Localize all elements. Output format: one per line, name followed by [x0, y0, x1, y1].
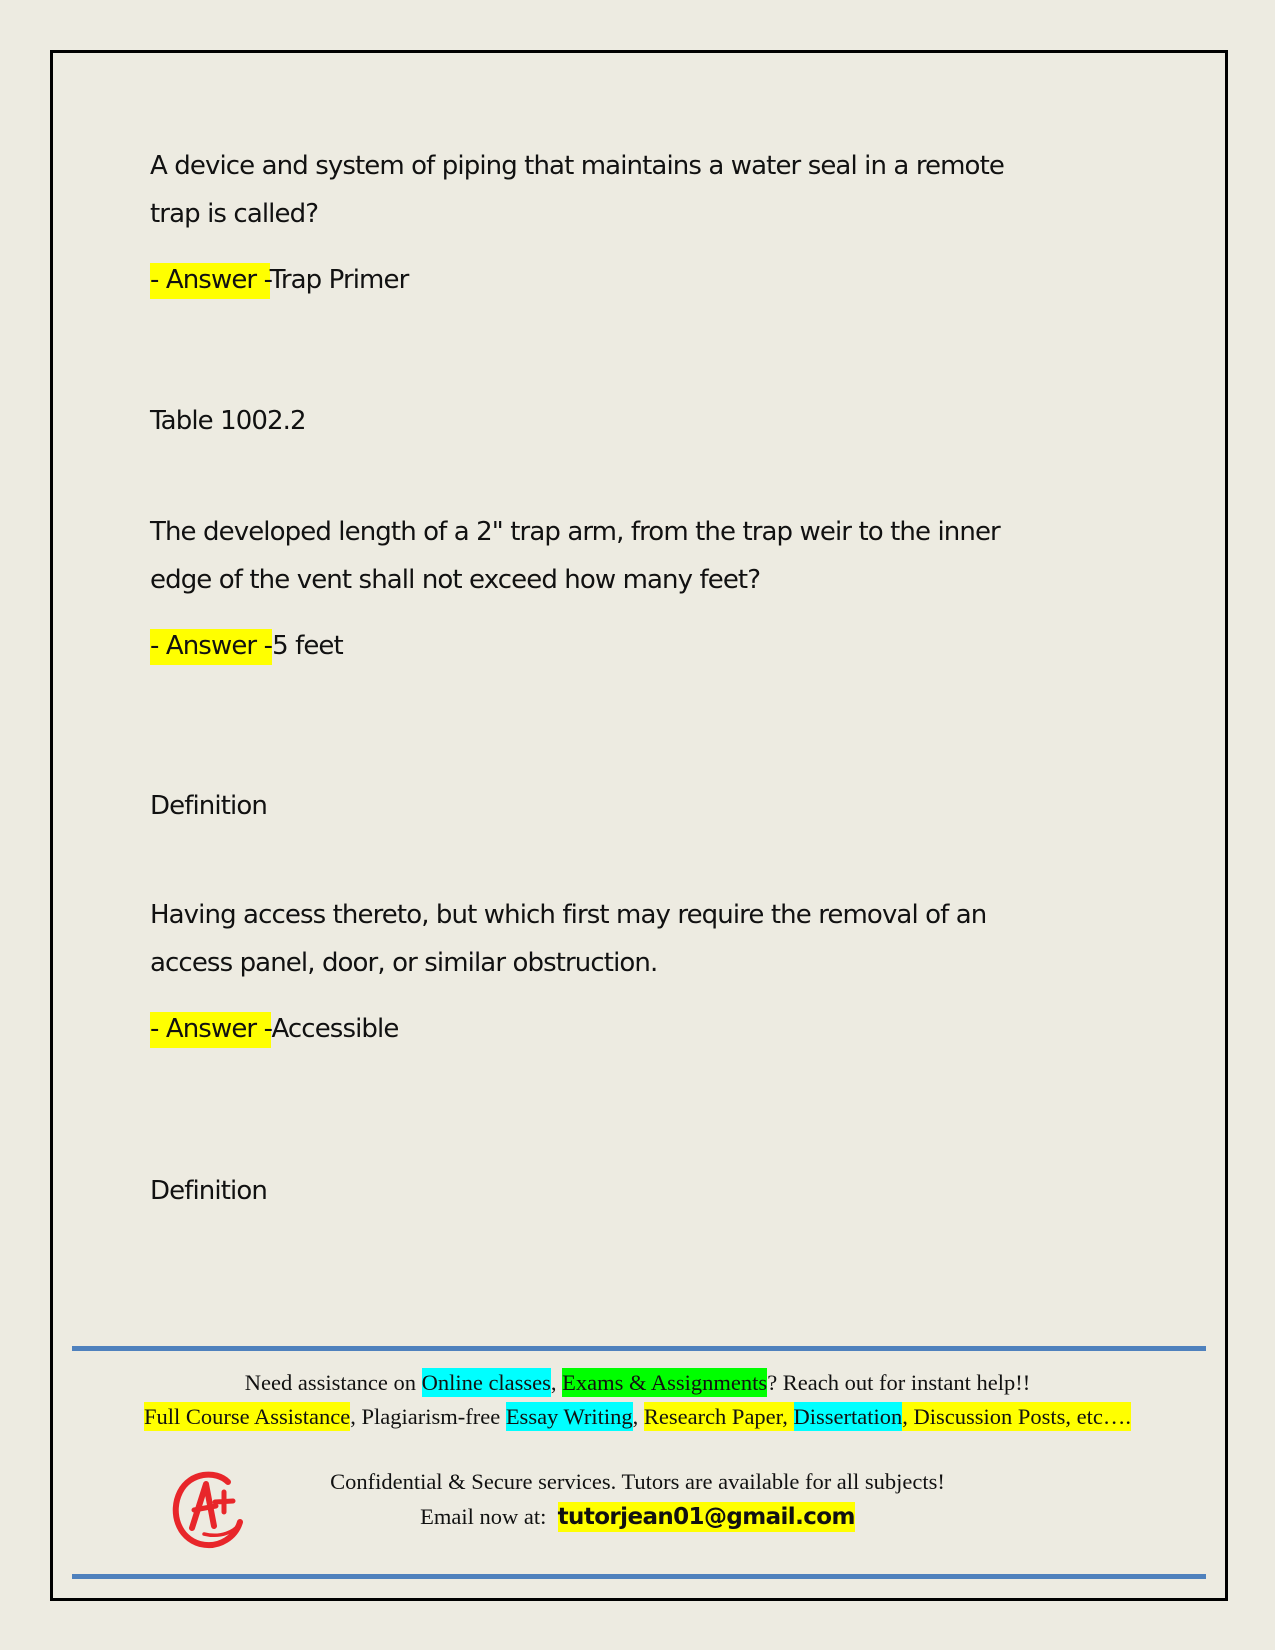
footer-top-rule: [72, 1346, 1206, 1351]
highlight-research-paper: Research Paper,: [643, 1404, 794, 1429]
section-label: Table 1002.2: [150, 406, 306, 436]
section-label: Definition: [150, 791, 267, 821]
footer-text: ,: [632, 1404, 644, 1429]
answer-tag: - Answer -: [150, 263, 270, 299]
answer-text: 5 feet: [272, 631, 343, 661]
flashcard-2: [150, 508, 1110, 670]
highlight-discussion-posts: , Discussion Posts, etc….: [902, 1404, 1132, 1429]
highlight-full-course: Full Course Assistance: [143, 1404, 351, 1429]
flashcard-3: [150, 891, 1110, 1053]
email-address: tutorjean01@gmail.com: [557, 1504, 855, 1530]
highlight-dissertation: Dissertation: [793, 1404, 903, 1429]
footer-line-3: [60, 1467, 1215, 1497]
highlight-exams-assignments: Exams & Assignments: [562, 1370, 768, 1395]
answer-line: [150, 1005, 1110, 1053]
answer-text: Trap Primer: [269, 265, 409, 295]
footer-line-1: [60, 1368, 1215, 1398]
section-label-definition-1: [150, 782, 1110, 830]
question-line: Having access thereto, but which first may require the removal of an: [150, 900, 987, 930]
question-line: trap is called?: [150, 199, 319, 229]
footer-text: ? Reach out for instant help!!: [767, 1370, 1031, 1395]
question-line: access panel, door, or similar obstruction.: [150, 948, 658, 978]
answer-line: [150, 256, 1110, 304]
question-line: edge of the vent shall not exceed how many feet?: [150, 565, 761, 595]
section-label-definition-2: [150, 1167, 1110, 1215]
highlight-online-classes: Online classes: [421, 1370, 551, 1395]
footer-line-2: [60, 1402, 1215, 1432]
question-line: The developed length of a 2" trap arm, from the trap weir to the inner: [150, 517, 1000, 547]
highlight-essay-writing: Essay Writing: [505, 1404, 633, 1429]
answer-tag: - Answer -: [150, 1012, 271, 1048]
answer-tag: - Answer -: [150, 629, 272, 665]
flashcard-1: [150, 142, 1110, 304]
footer-email-line: [60, 1502, 1215, 1532]
answer-line: [150, 622, 1110, 670]
footer-text: , Plagiarism-free: [350, 1404, 506, 1429]
footer-text: Confidential & Secure services. Tutors are available for all subjects!: [330, 1469, 945, 1494]
section-label: Definition: [150, 1176, 267, 1206]
footer-text: ,: [550, 1370, 563, 1395]
footer-bottom-rule: [72, 1574, 1206, 1579]
footer-text: Need assistance on: [244, 1370, 422, 1395]
section-label-table: [150, 397, 1110, 445]
email-label: Email now at:: [420, 1504, 558, 1529]
answer-text: Accessible: [271, 1014, 399, 1044]
question-line: A device and system of piping that maintains a water seal in a remote: [150, 151, 1004, 181]
